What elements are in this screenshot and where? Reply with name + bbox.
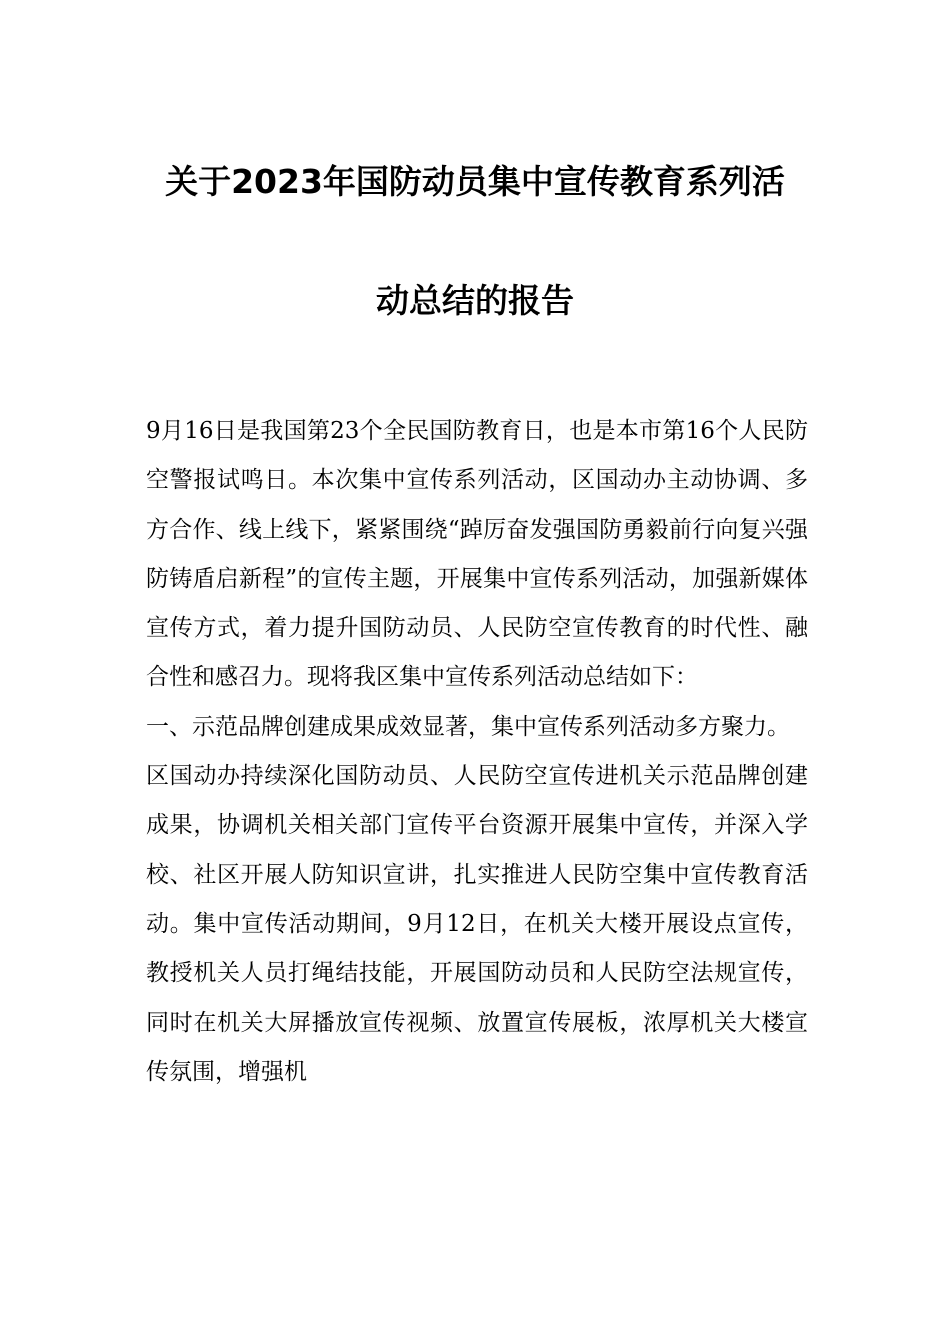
document-title-line-1: 关于2023年国防动员集中宣传教育系列活 bbox=[165, 162, 785, 201]
document-title-line-2: 动总结的报告 bbox=[376, 281, 574, 320]
section-heading-1: 一、示范品牌创建成果成效显著，集中宣传系列活动多方聚力。 bbox=[146, 713, 790, 740]
paragraph-intro: 9月16日是我国第23个全民国防教育日，也是本市第16个人民防空警报试鸣日。本次集中宣传系列活动，区国动办主动协调、多方合作、线上线下，紧紧围绕“踔厉奋发强国防勇毅前行向复兴强防铸盾启新程”的宣传主题，开展集中宣传系列活动，加强新媒体宣传方式，着力提升国防动员、人民防空宣传教育的时代性、融合性和感召力。现将我区集中宣传系列活动总结如下： bbox=[146, 418, 808, 691]
paragraph-section-1: 区国动办持续深化国防动员、人民防空宣传进机关示范品牌创建成果，协调机关相关部门宣传平台资源开展集中宣传，并深入学校、社区开展人防知识宣讲，扎实推进人民防空集中宣传教育活动。集中宣传活动期间，9月12日，在机关大楼开展设点宣传，教授机关人员打绳结技能，开展国防动员和人民防空法规宣传，同时在机关大屏播放宣传视频、放置宣传展板，浓厚机关大楼宣传氛围，增强机 bbox=[146, 763, 808, 1085]
document-body bbox=[146, 407, 808, 1097]
